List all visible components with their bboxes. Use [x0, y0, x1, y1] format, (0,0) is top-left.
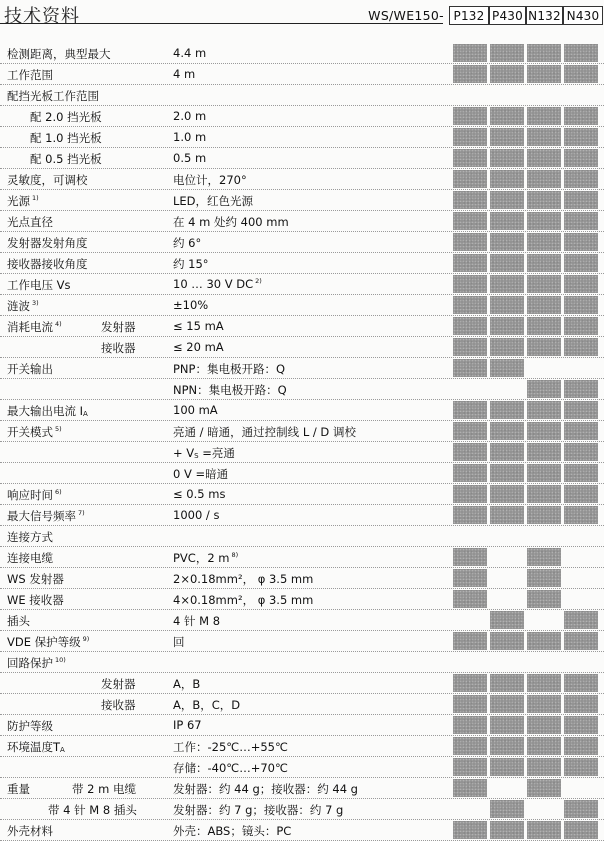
- spec-row: [0, 652, 604, 673]
- availability-cell-filled: [564, 170, 598, 188]
- availability-cell-filled: [490, 716, 524, 734]
- availability-cell-filled: [453, 485, 487, 503]
- availability-cell-filled: [564, 611, 598, 629]
- availability-cell-filled: [564, 485, 598, 503]
- spec-row: [0, 127, 604, 148]
- spec-value: 约 15°: [173, 257, 209, 271]
- spec-label: 防护等级: [7, 719, 53, 733]
- availability-cell-filled: [453, 401, 487, 419]
- availability-cell-filled: [490, 821, 524, 839]
- availability-cell-filled: [453, 548, 487, 566]
- availability-cell-filled: [490, 632, 524, 650]
- spec-label: 检测距离，典型最大: [7, 47, 111, 61]
- availability-cell-empty: [564, 779, 598, 797]
- spec-value: 100 mA: [173, 403, 218, 417]
- availability-cell-filled: [527, 548, 561, 566]
- spec-row: [0, 316, 604, 337]
- availability-cell-filled: [564, 401, 598, 419]
- availability-cell-empty: [564, 548, 598, 566]
- availability-cell-filled: [527, 65, 561, 83]
- availability-cell-filled: [527, 422, 561, 440]
- spec-value: ≤ 15 mA: [173, 319, 224, 333]
- availability-cell-empty: [490, 380, 524, 398]
- spec-label: 配 0.5 挡光板: [30, 152, 102, 166]
- spec-value: 4 针 M 8: [173, 614, 221, 628]
- availability-cell-filled: [564, 338, 598, 356]
- spec-label: 最大信号频率 $^{7)}$: [7, 509, 85, 523]
- availability-cell-filled: [564, 128, 598, 146]
- availability-cell-filled: [527, 128, 561, 146]
- availability-cell-empty: [564, 590, 598, 608]
- spec-sublabel: 接收器: [101, 341, 136, 355]
- availability-cell-filled: [453, 590, 487, 608]
- availability-cell-filled: [453, 779, 487, 797]
- spec-value: 发射器：约 44 g；接收器：约 44 g: [173, 782, 358, 796]
- spec-label: 发射器发射角度: [7, 236, 88, 250]
- spec-value: PNP：集电极开路：Q: [173, 362, 286, 376]
- spec-row: [0, 736, 604, 757]
- spec-row: [0, 715, 604, 736]
- spec-value: LED，红色光源: [173, 194, 254, 208]
- footnote-ref: 1): [32, 194, 39, 202]
- availability-cell-empty: [527, 527, 561, 545]
- spec-value: ≤ 20 mA: [173, 340, 224, 354]
- spec-label: 回路保护 $^{10)}$: [7, 656, 66, 670]
- spec-label: 涟波 $^{3)}$: [7, 299, 39, 313]
- availability-cell-filled: [453, 212, 487, 230]
- availability-cell-filled: [564, 233, 598, 251]
- availability-cell-empty: [564, 527, 598, 545]
- availability-cell-filled: [564, 506, 598, 524]
- footnote-ref: 6): [55, 488, 62, 496]
- availability-cell-empty: [490, 527, 524, 545]
- availability-cell-filled: [453, 170, 487, 188]
- spec-row: [0, 757, 604, 778]
- availability-cell-filled: [527, 632, 561, 650]
- availability-cell-filled: [453, 65, 487, 83]
- availability-cell-filled: [527, 254, 561, 272]
- availability-cell-filled: [490, 611, 524, 629]
- availability-cell-filled: [564, 191, 598, 209]
- spec-row: [0, 400, 604, 421]
- spec-row: [0, 379, 604, 400]
- availability-cell-filled: [564, 149, 598, 167]
- spec-label: 环境温度$T_A$: [7, 740, 65, 754]
- spec-sublabel: 发射器: [101, 677, 136, 691]
- spec-row: [0, 610, 604, 631]
- availability-cell-filled: [490, 107, 524, 125]
- availability-cell-empty: [527, 653, 561, 671]
- spec-label: 外壳材料: [7, 824, 53, 838]
- spec-row: [0, 358, 604, 379]
- spec-row: [0, 820, 604, 841]
- availability-cell-filled: [527, 317, 561, 335]
- availability-cell-filled: [564, 275, 598, 293]
- availability-cell-filled: [490, 170, 524, 188]
- spec-row: [0, 64, 604, 85]
- availability-cell-filled: [527, 590, 561, 608]
- spec-value: 亮通 / 暗通，通过控制线 L / D 调校: [173, 425, 356, 439]
- spec-row: [0, 253, 604, 274]
- availability-cell-filled: [527, 695, 561, 713]
- footnote-ref: 5): [55, 425, 62, 433]
- spec-row: [0, 232, 604, 253]
- availability-cell-filled: [564, 695, 598, 713]
- spec-label: 响应时间 $^{6)}$: [7, 488, 62, 502]
- availability-cell-filled: [490, 674, 524, 692]
- spec-row: [0, 484, 604, 505]
- availability-cell-filled: [527, 107, 561, 125]
- spec-label: VDE 保护等级 $^{9)}$: [7, 635, 90, 649]
- availability-cell-empty: [527, 359, 561, 377]
- spec-value: NPN：集电极开路：Q: [173, 383, 287, 397]
- column-header-n132: N132: [526, 6, 563, 25]
- availability-cell-filled: [453, 338, 487, 356]
- availability-cell-filled: [453, 632, 487, 650]
- availability-cell-filled: [490, 254, 524, 272]
- availability-cell-filled: [564, 422, 598, 440]
- availability-cell-filled: [527, 758, 561, 776]
- availability-cell-filled: [527, 296, 561, 314]
- availability-cell-filled: [564, 380, 598, 398]
- spec-row: [0, 799, 604, 820]
- availability-cell-filled: [453, 506, 487, 524]
- availability-cell-filled: [453, 443, 487, 461]
- footnote-ref: 4): [55, 320, 62, 328]
- spec-value: 2×0.18mm²， φ 3.5 mm: [173, 572, 314, 586]
- availability-cell-filled: [564, 65, 598, 83]
- availability-cell-filled: [527, 191, 561, 209]
- availability-cell-filled: [490, 401, 524, 419]
- availability-cell-filled: [490, 737, 524, 755]
- availability-cell-filled: [453, 233, 487, 251]
- footnote-ref: 9): [82, 635, 90, 643]
- spec-label: WS 发射器: [7, 572, 64, 586]
- availability-cell-filled: [453, 695, 487, 713]
- spec-label: 光源 $^{1)}$: [7, 194, 39, 208]
- spec-row: [0, 589, 604, 610]
- availability-cell-filled: [564, 737, 598, 755]
- spec-label: 开关模式 $^{5)}$: [7, 425, 62, 439]
- availability-cell-filled: [490, 191, 524, 209]
- spec-label: 工作电压 Vs: [7, 278, 71, 292]
- spec-label: 消耗电流 $^{4)}$: [7, 320, 62, 334]
- availability-cell-filled: [490, 464, 524, 482]
- availability-cell-empty: [564, 359, 598, 377]
- spec-value: 10 … 30 V DC $^{2)}$: [173, 277, 262, 291]
- footnote-ref: 10): [55, 656, 66, 664]
- spec-value: 存储：-40℃…+70℃: [173, 761, 288, 775]
- model-prefix: WS/WE150-: [368, 8, 444, 23]
- page-header: [0, 0, 604, 28]
- spec-label: 重量: [7, 782, 30, 796]
- spec-row: [0, 211, 604, 232]
- availability-cell-filled: [490, 275, 524, 293]
- spec-row: [0, 190, 604, 211]
- spec-value: + $V_S$ =亮通: [173, 446, 235, 460]
- spec-value: A，B，C，D: [173, 698, 241, 712]
- availability-cell-empty: [490, 779, 524, 797]
- spec-value: IP 67: [173, 718, 202, 732]
- footnote-ref: 8): [231, 551, 239, 559]
- spec-label: 工作范围: [7, 68, 53, 82]
- availability-cell-filled: [453, 359, 487, 377]
- availability-cell-empty: [564, 569, 598, 587]
- availability-cell-filled: [564, 716, 598, 734]
- availability-cell-filled: [490, 149, 524, 167]
- availability-cell-empty: [527, 86, 561, 104]
- availability-cell-filled: [453, 464, 487, 482]
- availability-cell-filled: [453, 191, 487, 209]
- spec-value: 约 6°: [173, 236, 202, 250]
- spec-label: 连接方式: [7, 530, 53, 544]
- availability-cell-filled: [453, 674, 487, 692]
- spec-value: 工作：-25℃…+55℃: [173, 740, 288, 754]
- availability-cell-filled: [453, 254, 487, 272]
- availability-cell-empty: [490, 569, 524, 587]
- spec-sublabel: 带 2 m 电缆: [72, 782, 136, 796]
- footnote-ref: 7): [78, 509, 85, 517]
- column-header-n430: N430: [563, 6, 603, 25]
- availability-cell-filled: [453, 317, 487, 335]
- availability-cell-filled: [490, 485, 524, 503]
- spec-label: WE 接收器: [7, 593, 64, 607]
- spec-table: [0, 43, 604, 841]
- availability-cell-filled: [564, 464, 598, 482]
- availability-cell-filled: [453, 107, 487, 125]
- spec-value: 电位计，270°: [173, 173, 247, 187]
- spec-sublabel: 接收器: [101, 698, 136, 712]
- spec-value: A，B: [173, 677, 201, 691]
- availability-cell-filled: [490, 422, 524, 440]
- header-rule: [0, 23, 443, 24]
- availability-cell-filled: [564, 758, 598, 776]
- spec-row: [0, 778, 604, 799]
- spec-value: 4 m: [173, 67, 196, 81]
- spec-row: [0, 148, 604, 169]
- availability-cell-filled: [490, 296, 524, 314]
- availability-cell-filled: [453, 44, 487, 62]
- spec-value: 在 4 m 处约 400 mm: [173, 215, 289, 229]
- spec-value: 4.4 m: [173, 46, 207, 60]
- availability-cell-empty: [453, 86, 487, 104]
- availability-cell-filled: [490, 65, 524, 83]
- spec-row: [0, 505, 604, 526]
- availability-cell-filled: [490, 443, 524, 461]
- spec-value-subscript: S: [194, 452, 199, 460]
- column-header-p430: P430: [489, 6, 526, 25]
- spec-sublabel: 带 4 针 M 8 插头: [48, 803, 137, 817]
- availability-cell-filled: [527, 338, 561, 356]
- availability-cell-filled: [527, 401, 561, 419]
- spec-row: [0, 106, 604, 127]
- column-header-p132: P132: [449, 6, 489, 25]
- spec-row: [0, 274, 604, 295]
- availability-cell-filled: [564, 212, 598, 230]
- spec-label: 配挡光板工作范围: [7, 89, 99, 103]
- spec-row: [0, 43, 604, 64]
- availability-cell-filled: [527, 779, 561, 797]
- spec-row: [0, 526, 604, 547]
- availability-cell-filled: [527, 821, 561, 839]
- availability-cell-filled: [490, 338, 524, 356]
- availability-cell-empty: [453, 611, 487, 629]
- availability-cell-filled: [490, 758, 524, 776]
- spec-label: 插头: [7, 614, 30, 628]
- availability-cell-filled: [564, 674, 598, 692]
- availability-cell-filled: [490, 233, 524, 251]
- availability-cell-filled: [527, 149, 561, 167]
- availability-cell-filled: [453, 821, 487, 839]
- availability-cell-filled: [490, 506, 524, 524]
- spec-value: PVC，2 m $^{8)}$: [173, 551, 239, 565]
- availability-cell-empty: [490, 548, 524, 566]
- spec-value: 1000 / s: [173, 508, 220, 522]
- spec-value: ≤ 0.5 ms: [173, 487, 226, 501]
- spec-value: 0 V =暗通: [173, 467, 229, 481]
- availability-cell-filled: [490, 212, 524, 230]
- spec-row: [0, 568, 604, 589]
- availability-cell-filled: [527, 233, 561, 251]
- availability-cell-filled: [527, 506, 561, 524]
- spec-row: [0, 673, 604, 694]
- availability-cell-filled: [453, 275, 487, 293]
- availability-cell-filled: [490, 359, 524, 377]
- availability-cell-empty: [453, 380, 487, 398]
- spec-row: [0, 547, 604, 568]
- spec-label: 最大输出电流 $I_A$: [7, 404, 88, 418]
- availability-cell-filled: [564, 44, 598, 62]
- spec-row: [0, 421, 604, 442]
- availability-cell-filled: [490, 800, 524, 818]
- spec-value: 4×0.18mm²， φ 3.5 mm: [173, 593, 314, 607]
- footnote-ref: 3): [32, 299, 39, 307]
- spec-label: 接收器接收角度: [7, 257, 88, 271]
- availability-cell-filled: [490, 317, 524, 335]
- spec-value: 外壳：ABS；镜头：PC: [173, 824, 292, 838]
- availability-cell-empty: [453, 800, 487, 818]
- spec-label-subscript: A: [83, 410, 88, 418]
- spec-label: 光点直径: [7, 215, 53, 229]
- availability-cell-filled: [564, 107, 598, 125]
- availability-cell-filled: [527, 443, 561, 461]
- spec-row: [0, 169, 604, 190]
- spec-row: [0, 463, 604, 484]
- spec-value: 2.0 m: [173, 109, 207, 123]
- availability-cell-filled: [564, 254, 598, 272]
- spec-row: [0, 694, 604, 715]
- availability-cell-empty: [564, 653, 598, 671]
- availability-cell-filled: [564, 443, 598, 461]
- spec-row: [0, 295, 604, 316]
- page-title: 技术资料: [4, 6, 80, 27]
- spec-value: 1.0 m: [173, 130, 207, 144]
- availability-cell-filled: [453, 128, 487, 146]
- availability-cell-filled: [453, 716, 487, 734]
- spec-value: 发射器：约 7 g；接收器：约 7 g: [173, 803, 344, 817]
- spec-value: 回: [173, 635, 185, 649]
- spec-label: 配 1.0 挡光板: [30, 131, 102, 145]
- spec-row: [0, 631, 604, 652]
- footnote-ref: 2): [255, 277, 262, 285]
- spec-value: ±10%: [173, 298, 209, 312]
- availability-cell-filled: [564, 821, 598, 839]
- availability-cell-filled: [453, 149, 487, 167]
- spec-label: 灵敏度，可调校: [7, 173, 88, 187]
- availability-cell-empty: [564, 86, 598, 104]
- availability-cell-empty: [490, 653, 524, 671]
- spec-row: [0, 442, 604, 463]
- spec-label: 连接电缆: [7, 551, 53, 565]
- availability-cell-filled: [564, 800, 598, 818]
- availability-cell-filled: [453, 737, 487, 755]
- availability-cell-empty: [453, 653, 487, 671]
- availability-cell-filled: [564, 632, 598, 650]
- availability-cell-filled: [527, 275, 561, 293]
- spec-label: 配 2.0 挡光板: [30, 110, 102, 124]
- availability-cell-filled: [564, 317, 598, 335]
- availability-cell-filled: [527, 44, 561, 62]
- availability-cell-empty: [527, 800, 561, 818]
- spec-label: 开关输出: [7, 362, 53, 376]
- availability-cell-empty: [453, 527, 487, 545]
- availability-cell-empty: [490, 590, 524, 608]
- availability-cell-filled: [490, 695, 524, 713]
- spec-row: [0, 85, 604, 106]
- availability-cell-empty: [490, 86, 524, 104]
- availability-cell-filled: [527, 170, 561, 188]
- availability-cell-filled: [527, 380, 561, 398]
- availability-cell-filled: [490, 44, 524, 62]
- availability-cell-filled: [527, 212, 561, 230]
- availability-cell-filled: [527, 737, 561, 755]
- availability-cell-filled: [527, 716, 561, 734]
- spec-sublabel: 发射器: [101, 320, 136, 334]
- spec-label-subscript: A: [60, 746, 65, 754]
- availability-cell-filled: [490, 128, 524, 146]
- availability-cell-filled: [453, 569, 487, 587]
- spec-row: [0, 337, 604, 358]
- availability-cell-filled: [527, 485, 561, 503]
- availability-cell-filled: [564, 296, 598, 314]
- availability-cell-filled: [527, 569, 561, 587]
- availability-cell-filled: [527, 464, 561, 482]
- availability-cell-empty: [527, 611, 561, 629]
- availability-cell-filled: [453, 758, 487, 776]
- availability-cell-filled: [453, 296, 487, 314]
- availability-cell-filled: [453, 422, 487, 440]
- spec-value: 0.5 m: [173, 151, 207, 165]
- availability-cell-filled: [527, 674, 561, 692]
